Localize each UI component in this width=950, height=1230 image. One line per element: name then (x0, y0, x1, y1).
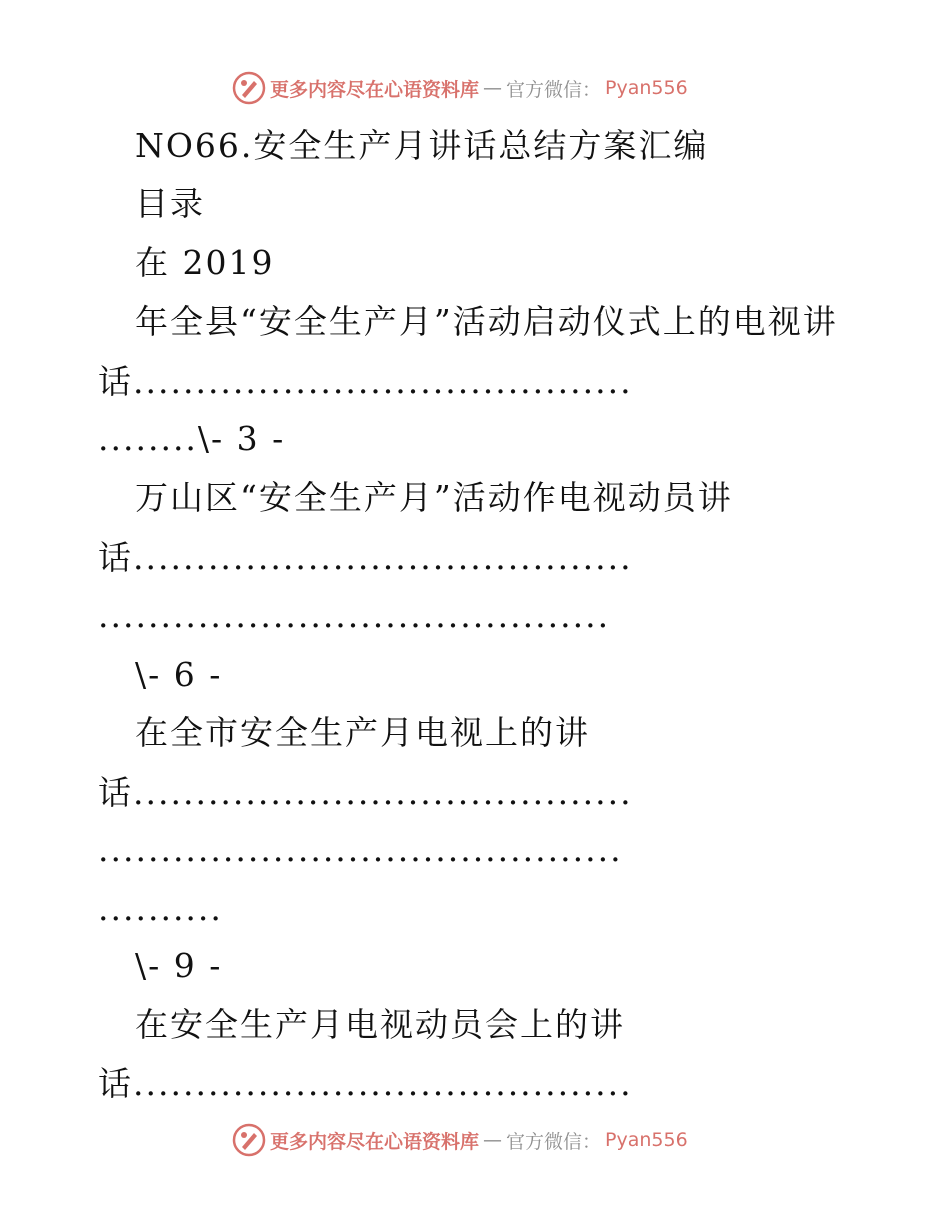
pen-nib-logo-icon (232, 71, 266, 105)
watermark-header (232, 68, 688, 108)
toc-line: 话........................................ (98, 1064, 633, 1103)
toc-line: \- 9 - (135, 946, 223, 985)
toc-heading: 目录 (135, 184, 205, 223)
toc-line: ........\- 3 - (98, 419, 286, 458)
toc-line: 话........................................ (98, 773, 633, 812)
watermark-brand: 更多内容尽在心语资料库 (270, 78, 480, 101)
toc-line: 年全县“安全生产月”活动启动仪式上的电视讲 (135, 302, 838, 341)
watermark-wechat-label: 官方微信： (506, 1130, 602, 1153)
watermark-dash: — (483, 1129, 503, 1151)
watermark-footer (232, 1120, 688, 1160)
toc-line: \- 6 - (135, 655, 223, 694)
watermark-dash: — (483, 77, 503, 99)
document-title: NO66.安全生产月讲话总结方案汇编 (135, 126, 709, 165)
pen-nib-logo-icon (232, 1123, 266, 1157)
toc-line: .......................................... (98, 830, 623, 869)
toc-line: .......... (98, 889, 223, 928)
watermark-wechat-id: Pyan556 (605, 77, 688, 99)
toc-line: 在全市安全生产月电视上的讲 (135, 713, 590, 752)
watermark-wechat-label: 官方微信： (506, 78, 602, 101)
toc-line: ......................................... (98, 596, 611, 635)
watermark-brand: 更多内容尽在心语资料库 (270, 1130, 480, 1153)
toc-line: 在 2019 (135, 243, 275, 282)
toc-line: 万山区“安全生产月”活动作电视动员讲 (135, 478, 733, 517)
watermark-wechat-id: Pyan556 (605, 1129, 688, 1151)
toc-line: 话........................................ (98, 362, 633, 401)
toc-line: 在安全生产月电视动员会上的讲 (135, 1005, 625, 1044)
toc-line: 话........................................ (98, 538, 633, 577)
